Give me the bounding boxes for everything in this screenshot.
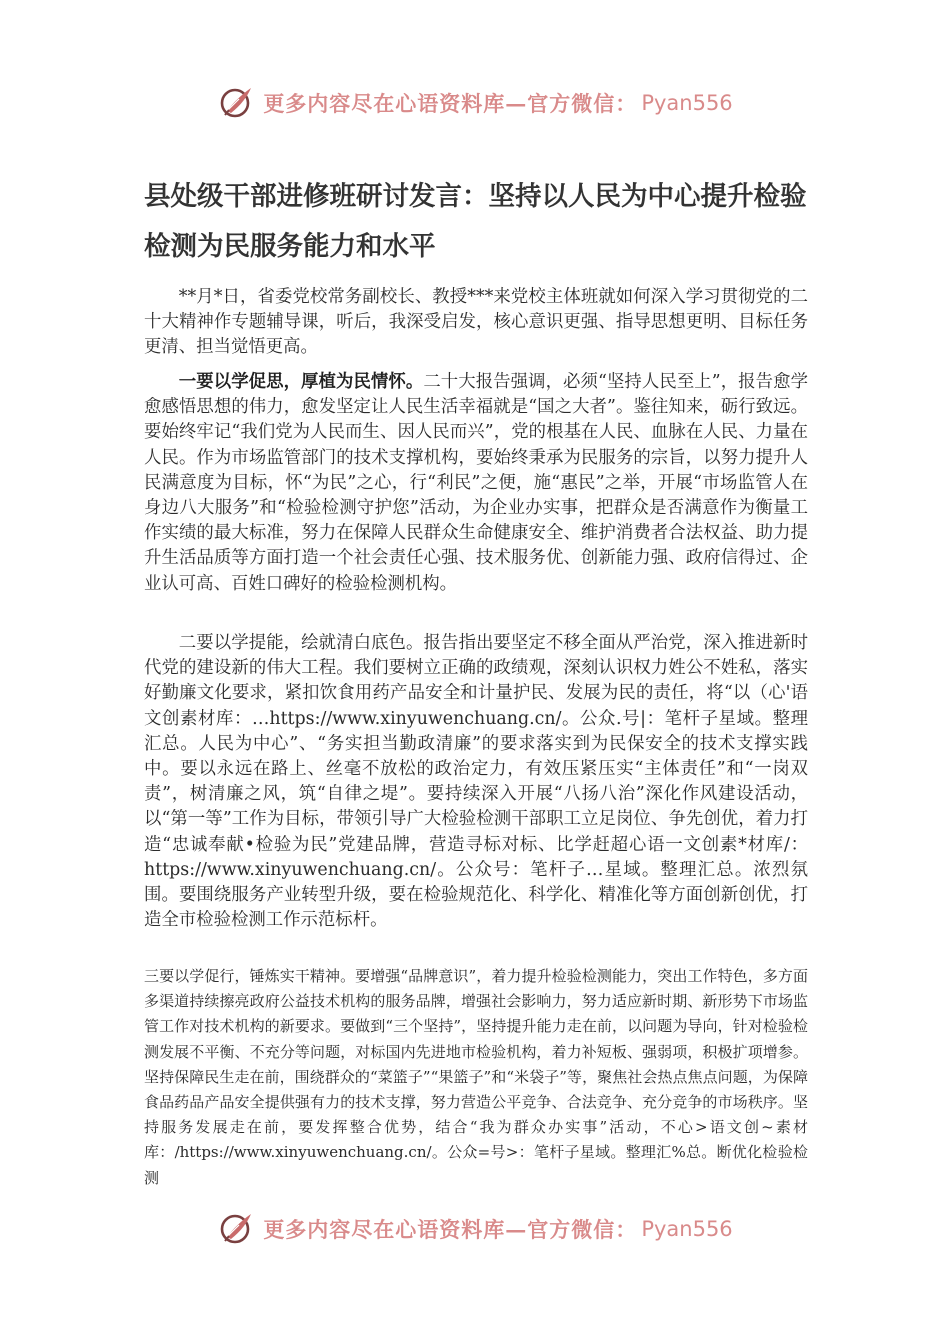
banner-text: 更多内容尽在心语资料库—官方微信： (263, 91, 638, 116)
paragraph-section-three: 三要以学促行，锤炼实干精神。要增强“品牌意识”，着力提升检验检测能力，突出工作特色，多方面多渠道持续擦亮政府公益技术机构的服务品牌，增强社会影响力，努力适应新时期、新形势下市场监管工作对技术机构的新要求。要做到“三个坚持”，坚持提升能力走在前，以问题为导向，针对检验检测发展不平衡、不充分等问题，对标国内先进地市检验机构，着力补短板、强弱项，积极扩项增参。坚持保障民生走在前，围绕群众的“菜篮子”“果篮子”和“米袋子”等，聚焦社会热点焦点问题，为保障食品药品产品安全提供强有力的技术支撑，努力营造公平竞争、合法竞争、充分竞争的市场秩序。坚持服务发展走在前，要发挥整合优势，结合“我为群众办实事”活动，不心>语文创~素材库：/https://www.xinyuwenchuang.cn/。公众=号>：笔杆子星域。整理汇%总。断优化检验检测 (144, 967, 808, 1187)
document-title: 县处级干部进修班研讨发言：坚持以人民为中心提升检验检测为民服务能力和水平 (144, 181, 807, 262)
section-one-heading: 一要以学促思，厚植为民情怀。 (178, 372, 424, 392)
header-banner (0, 80, 950, 126)
paragraph-section-two: 二要以学提能，绘就清白底色。报告指出要坚定不移全面从严治党，深入推进新时代党的建设新的伟大工程。我们要树立正确的政绩观，深刻认识权力姓公不姓私，落实好勤廉文化要求，紧扣饮食用药产品安全和计量护民、发展为民的责任，将“以（心'语文创素材库：…https://www.xinyuwenchuang.cn/。公众.号|：笔杆子星域。整理汇总。人民为中心”、“务实担当勤政清廉”的要求落实到为民保安全的技术支撑实践中。要以永远在路上、丝毫不放松的政治定力，有效压紧压实“主体责任”和“一岗双责”，树清廉之风，筑“自律之堤”。要持续深入开展“八扬八治”深化作风建设活动，以“第一等”工作为目标，带领引导广大检验检测干部职工立足岗位、争先创优，着力打造“忠诚奉献•检验为民”党建品牌，营造寻标对标、比学赶超心语一文创素*材库/：https://www.xinyuwenchuang.cn/。公众号：笔杆子…星域。整理汇总。浓烈氛围。要围绕服务产业转型升级，要在检验规范化、科学化、精准化等方面创新创优，打造全市检验检测工作示范标杆。 (144, 633, 808, 931)
banner-text: 更多内容尽在心语资料库—官方微信： (263, 1217, 638, 1242)
banner-wechat-id: Pyan556 (641, 91, 733, 115)
quill-pen-logo-icon (217, 83, 257, 123)
paragraph-section-one (144, 370, 808, 597)
section-one-body: 二十大报告强调，必须“坚持人民至上”，报告愈学愈感悟思想的伟力，愈发坚定让人民生活幸福就是“国之大者”。鉴往知来，砺行致远。要始终牢记“我们党为人民而生、因人民而兴”，党的根基在人民、血脉在人民、力量在人民。作为市场监管部门的技术支撑机构，要始终秉承为民服务的宗旨，以努力提升人民满意度为目标，怀“为民”之心，行“利民”之便，施“惠民”之举，开展“市场监管人在身边八大服务”和“检验检测守护您”活动，为企业办实事，把群众是否满意作为衡量工作实绩的最大标准，努力在保障人民群众生命健康安全、维护消费者合法权益、助力提升生活品质等方面打造一个社会责任心强、技术服务优、创新能力强、政府信得过、企业认可高、百姓口碑好的检验检测机构。 (144, 372, 808, 594)
footer-banner (0, 1206, 950, 1252)
paragraph-intro: **月*日，省委党校常务副校长、教授***来党校主体班就如何深入学习贯彻党的二十大精神作专题辅导课，听后，我深受启发，核心意识更强、指导思想更明、目标任务更清、担当觉悟更高。 (144, 287, 808, 358)
quill-pen-logo-icon (217, 1209, 257, 1249)
banner-wechat-id: Pyan556 (641, 1217, 733, 1241)
